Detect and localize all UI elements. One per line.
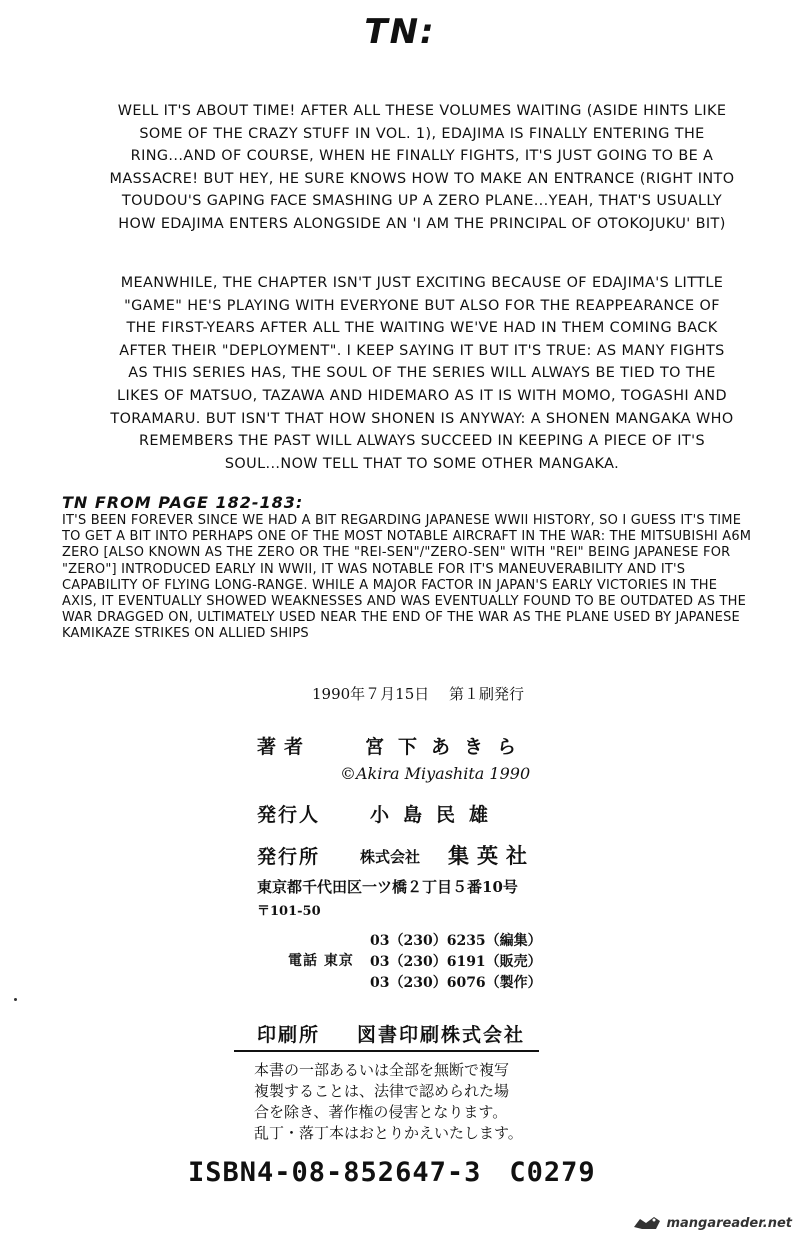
notice-line: 乱丁・落丁本はおとりかえいたします。 [254,1124,523,1142]
company-prefix: 株式会社 [360,848,421,866]
tn-note-heading: TN FROM PAGE 182-183: [62,493,304,512]
publication-date: 1990年７月15日 第１刷発行 [312,685,525,703]
copyright-notice: ©Akira Miyashita 1990 [340,764,531,783]
mascot-logo-icon [632,1215,662,1231]
printer-name: 図書印刷株式会社 [357,1024,526,1046]
publisher-name: 小島民雄 [370,804,503,826]
publisher-label: 発行人 [257,804,321,826]
phone-editorial: 03（230）6235（編集） [370,933,542,949]
divider [234,1050,539,1052]
printer-label: 印刷所 [257,1024,321,1046]
notice-line: 複製することは、法律で認められた場 [254,1082,510,1100]
isbn-code: ISBN4-08-852647-3 C0279 [188,1157,596,1188]
scan-speck [14,998,17,1001]
notice-line: 本書の一部あるいは全部を無断で複写 [254,1061,510,1079]
watermark [632,1215,792,1231]
notice-line: 合を除き、著作権の侵害となります。 [254,1103,508,1121]
page-title: TN: [364,12,436,52]
copyright-warning [254,1060,554,1144]
tn-paragraph-1: WELL IT'S ABOUT TIME! AFTER ALL THESE VOLUMES WAITING (ASIDE HINTS LIKE SOME OF THE CRAZY STUFF IN VOL. 1), EDAJIMA IS FINALLY ENTERING THE RING...AND OF COURSE, WHEN HE FINALLY FIGHTS, IT'S JUST GOING TO BE A MASSACRE! BUT HEY, HE SURE KNOWS HOW TO MAKE AN ENTRANCE (RIGHT INTO TOUDOU'S GAPING FACE SMASHING UP A ZERO PLANE...YEAH, THAT'S USUALLY HOW EDAJIMA ENTERS ALONGSIDE AN 'I AM THE PRINCIPAL OF OTOKOJUKU' BIT) [109,103,735,232]
company-name: 集英社 [448,843,535,868]
phone-sales: 03（230）6191（販売） [370,954,542,970]
phone-label: 電話 東京 [288,953,354,969]
phone-production: 03（230）6076（製作） [370,975,542,991]
publisher-address: 東京都千代田区一ツ橋２丁目５番10号 [257,878,518,896]
author-name: 宮下あきら [365,736,531,758]
author-label: 著者 [257,736,312,758]
tn-note-body: IT'S BEEN FOREVER SINCE WE HAD A BIT REGARDING JAPANESE WWII HISTORY, SO I GUESS IT'S TIME TO GET A BIT INTO PERHAPS ONE OF THE MOST NOTABLE AIRCRAFT IN THE WAR: THE MITSUBISHI A6M ZERO [ALSO KNOWN AS THE ZERO OR THE "REI-SEN"/"ZERO-SEN" WITH "REI" BEING JAPANESE FOR "ZERO"] INTRODUCED EARLY IN WWII, IT WAS NOTABLE FOR IT'S MANEUVERABILITY AND IT'S CAPABILITY OF FLYING LONG-RANGE. WHILE A MAJOR FACTOR IN JAPAN'S EARLY VICTORIES IN THE AXIS, IT EVENTUALLY SHOWED WEAKNESSES AND WAS EVENTUALLY FOUND TO BE OUTDATED AS THE WAR DRAGGED ON, ULTIMATELY USED NEAR THE END OF THE WAR AS THE PLANE USED BY JAPANESE KAMIKAZE STRIKES ON ALLIED SHIPS [62,513,752,642]
publishing-house-label: 発行所 [257,846,321,868]
watermark-text: mangareader.net [666,1215,792,1231]
tn-paragraph-2: MEANWHILE, THE CHAPTER ISN'T JUST EXCITING BECAUSE OF EDAJIMA'S LITTLE "GAME" HE'S PLAYING WITH EVERYONE BUT ALSO FOR THE REAPPEARANCE OF THE FIRST-YEARS AFTER ALL THE WAITING WE'VE HAD IN THEM COMING BACK AFTER THEIR "DEPLOYMENT". I KEEP SAYING IT BUT IT'S TRUE: AS MANY FIGHTS AS THIS SERIES HAS, THE SOUL OF THE SERIES WILL ALWAYS BE TIED TO THE LIKES OF MATSUO, TAZAWA AND HIDEMARO AS IT IS WITH MOMO, TOGASHI AND TORAMARU. BUT ISN'T THAT HOW SHONEN IS ANYWAY: A SHONEN MANGAKA WHO REMEMBERS THE PAST WILL ALWAYS SUCCEED IN KEEPING A PIECE OF IT'S SOUL...NOW TELL THAT TO SOME OTHER MANGAKA. [110,275,734,472]
postal-code: 〒101-50 [257,904,321,919]
